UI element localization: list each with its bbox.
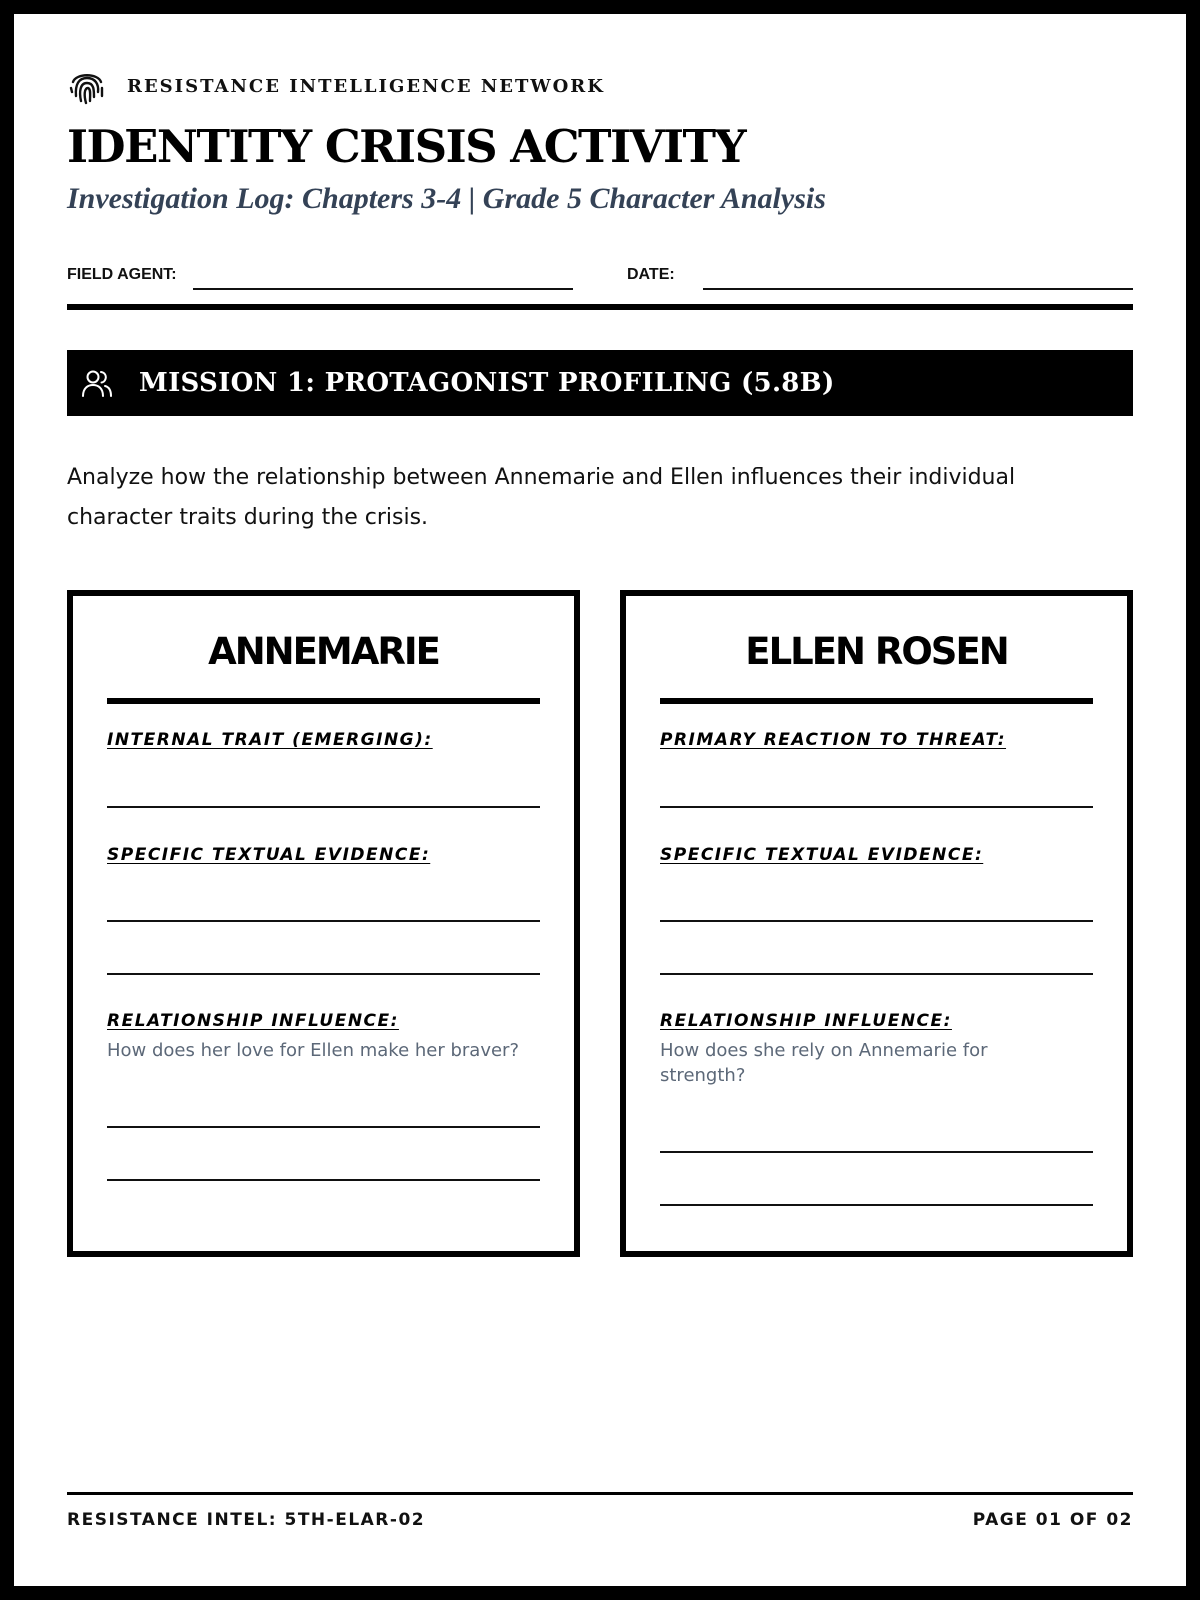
worksheet-page <box>14 14 1186 1586</box>
field-agent-input-line[interactable] <box>193 288 573 290</box>
character-card-annemarie <box>67 590 580 1257</box>
field-agent-label: FIELD AGENT: <box>67 266 177 283</box>
answer-line[interactable] <box>660 1204 1093 1206</box>
brand-header <box>67 66 605 106</box>
question-label-evidence: SPECIFIC TEXTUAL EVIDENCE: <box>107 845 431 865</box>
mission-banner <box>67 350 1133 416</box>
footer-divider <box>67 1492 1133 1495</box>
answer-line[interactable] <box>660 920 1093 922</box>
character-name: ANNEMARIE <box>208 630 439 673</box>
answer-line[interactable] <box>107 1179 540 1181</box>
question-hint: How does she rely on Annemarie for strength? <box>660 1040 988 1086</box>
answer-line[interactable] <box>107 920 540 922</box>
question-hint: How does her love for Ellen make her braver? <box>107 1040 520 1061</box>
header-divider <box>67 304 1133 310</box>
card-divider <box>660 698 1093 704</box>
question-label-relationship: RELATIONSHIP INFLUENCE: <box>107 1011 399 1031</box>
question-label-relationship: RELATIONSHIP INFLUENCE: <box>660 1011 952 1031</box>
question-label-reaction: PRIMARY REACTION TO THREAT: <box>660 730 1007 750</box>
fingerprint-icon <box>67 66 107 106</box>
date-input-line[interactable] <box>703 288 1133 290</box>
footer-code: RESISTANCE INTEL: 5TH-ELAR-02 <box>67 1510 426 1530</box>
users-icon <box>81 367 113 399</box>
card-divider <box>107 698 540 704</box>
date-label: DATE: <box>627 266 675 283</box>
mission-title: MISSION 1: PROTAGONIST PROFILING (5.8B) <box>139 368 835 398</box>
question-label-trait: INTERNAL TRAIT (EMERGING): <box>107 730 433 750</box>
answer-line[interactable] <box>107 1126 540 1128</box>
page-title: IDENTITY CRISIS ACTIVITY <box>67 120 746 173</box>
character-card-ellen-rosen <box>620 590 1133 1257</box>
question-label-evidence: SPECIFIC TEXTUAL EVIDENCE: <box>660 845 984 865</box>
answer-line[interactable] <box>107 973 540 975</box>
page-number: PAGE 01 OF 02 <box>972 1510 1133 1530</box>
answer-line[interactable] <box>107 806 540 808</box>
page-subtitle: Investigation Log: Chapters 3-4 | Grade 5 Character Analysis <box>67 182 826 215</box>
network-name: RESISTANCE INTELLIGENCE NETWORK <box>127 75 605 97</box>
character-name: ELLEN ROSEN <box>745 630 1008 673</box>
answer-line[interactable] <box>660 806 1093 808</box>
answer-line[interactable] <box>660 973 1093 975</box>
answer-line[interactable] <box>660 1151 1093 1153</box>
mission-instructions: Analyze how the relationship between Annemarie and Ellen influences their individual character traits during the crisis. <box>67 465 1016 530</box>
agent-date-row <box>67 252 1133 292</box>
